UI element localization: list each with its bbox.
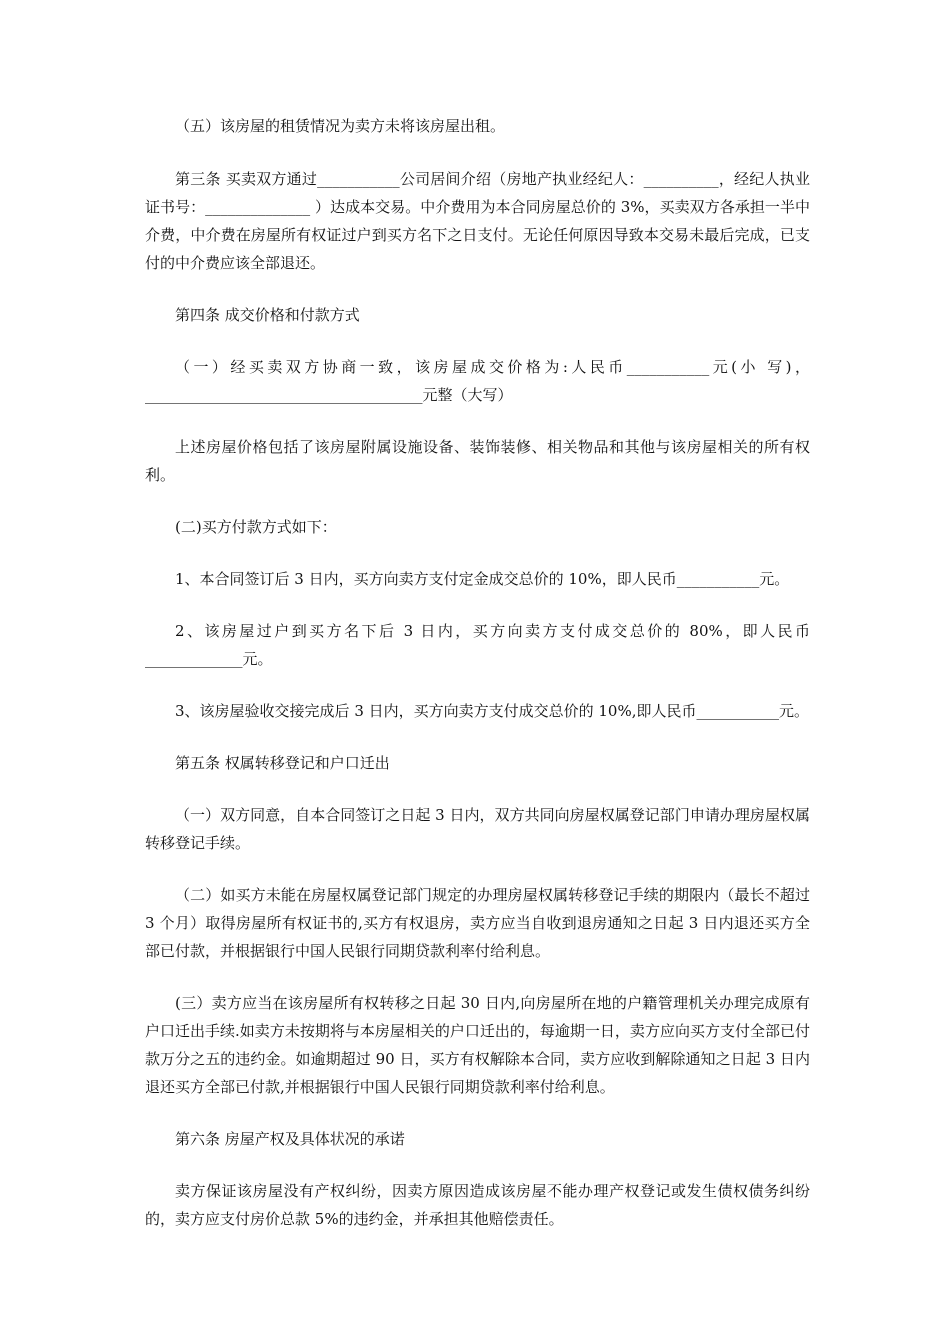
- article-4-heading: 第四条 成交价格和付款方式: [175, 306, 360, 324]
- payment-item-3: 3、该房屋验收交接完成后 3 日内，买方向卖方支付成交总价的 10%,即人民币___________元。: [175, 702, 810, 720]
- payment-item-1: 1、本合同签订后 3 日内，买方向卖方支付定金成交总价的 10%，即人民币___________元。: [175, 570, 790, 588]
- clause-5-1-registration: （一）双方同意，自本合同签订之日起 3 日内，双方共同向房屋权属登记部门申请办理房屋权属转移登记手续。: [145, 806, 810, 852]
- clause-4-2-payment-heading: (二)买方付款方式如下：: [175, 518, 337, 536]
- price-includes-note: 上述房屋价格包括了该房屋附属设施设备、装饰装修、相关物品和其他与该房屋相关的所有权利。: [145, 438, 810, 484]
- clause-4-1-price: （一）经买卖双方协商一致，该房屋成交价格为:人民币___________元(小 写)，_____________________________________元整（大写）: [145, 358, 810, 404]
- article-6-heading: 第六条 房屋产权及具体状况的承诺: [175, 1130, 405, 1148]
- article-5-heading: 第五条 权属转移登记和户口迁出: [175, 754, 390, 772]
- clause-5-3-household: (三）卖方应当在该房屋所有权转移之日起 30 日内,向房屋所在地的户籍管理机关办理完成原有户口迁出手续.如卖方未按期将与本房屋相关的户口迁出的，每逾期一日，卖方应向买方支付全部已付款万分之五的违约金。如逾期超过 90 日，买方有权解除本合同，卖方应收到解除通知之日起 3 日内退还买方全部已付款,并根据银行中国人民银行同期贷款利率付给利息。: [145, 994, 810, 1096]
- article-3-intermediary: 第三条 买卖双方通过___________公司居间介绍（房地产执业经纪人：__________，经纪人执业证书号：______________ ）达成本交易。中介费用为本合同房屋总价的 3%，买卖双方各承担一半中介费，中介费在房屋所有权证过户到买方名下之日支付。无论任何原因导致本交易未最后完成，已支付的中介费应该全部退还。: [145, 170, 810, 272]
- article-6-guarantee: 卖方保证该房屋没有产权纠纷，因卖方原因造成该房屋不能办理产权登记或发生债权债务纠纷的，卖方应支付房价总款 5%的违约金，并承担其他赔偿责任。: [145, 1182, 810, 1228]
- contract-page: [145, 112, 810, 1257]
- payment-item-2: 2、该房屋过户到买方名下后 3 日内，买方向卖方支付成交总价的 80%，即人民币_____________元。: [145, 622, 810, 668]
- clause-5-rental-status: （五）该房屋的租赁情况为卖方未将该房屋出租。: [175, 117, 506, 135]
- clause-5-2-refund: （二）如买方未能在房屋权属登记部门规定的办理房屋权属转移登记手续的期限内（最长不超过 3 个月）取得房屋所有权证书的,买方有权退房，卖方应当自收到退房通知之日起 3 日内退还买方全部已付款，并根据银行中国人民银行同期贷款利率付给利息。: [145, 886, 810, 960]
